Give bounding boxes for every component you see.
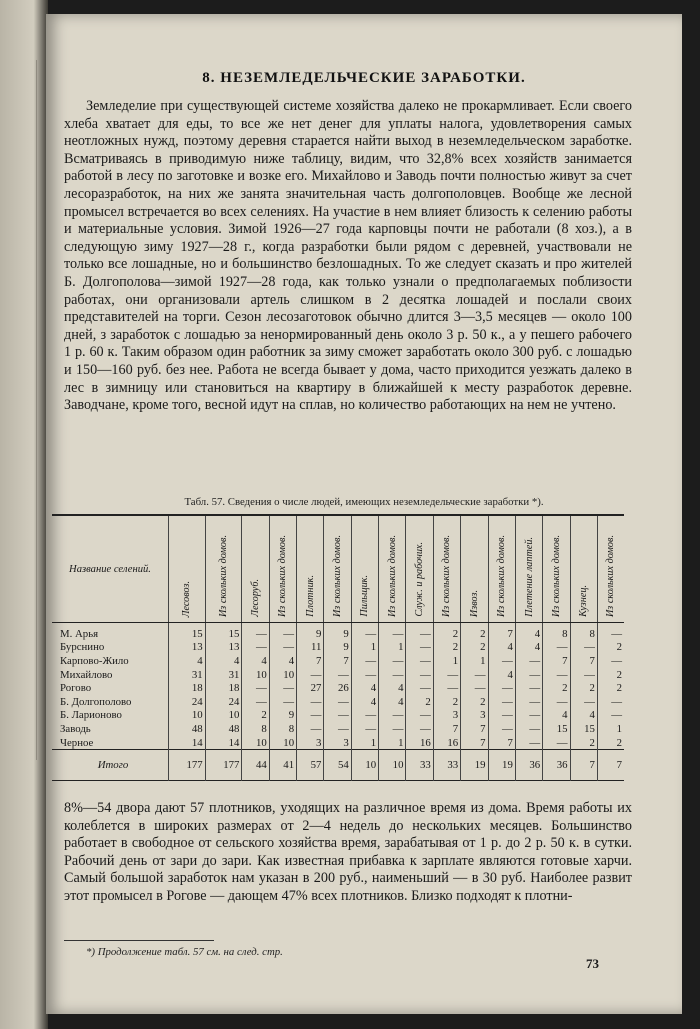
table-cell: 4 [570, 709, 597, 723]
table-cell: — [488, 695, 515, 709]
footnote-divider [64, 940, 214, 941]
table-cell: — [379, 709, 406, 723]
column-header: Из скольких домов. [597, 515, 624, 623]
table-cell: 11 [297, 641, 324, 655]
table-cell: — [324, 668, 351, 682]
table-cell: 2 [242, 709, 269, 723]
table-cell: — [242, 641, 269, 655]
table-cell: 4 [515, 623, 542, 641]
settlement-name: Б. Долгополово [52, 695, 169, 709]
settlement-name: Б. Ларионово [52, 709, 169, 723]
table-cell: 4 [269, 654, 296, 668]
table-cell: 7 [433, 722, 460, 736]
table-cell: 1 [433, 654, 460, 668]
column-header: Плотник. [297, 515, 324, 623]
table-row [52, 668, 624, 682]
table-cell: 10 [242, 736, 269, 750]
body-paragraph-1: Земледелие при существующей системе хозяйства далеко не прокармливает. Если своего хлеба хватает для еды, то все же нет денег для уплаты налога, удовлетворения самых неотложных нужд, поэтому деревня старается найти выход в неземледельческом заработке. Всматриваясь в приводимую ниже таблицу, видим, что 32,8% всех хозяйств занимается работой в лесу по заготовке и возке его. Михайлово и Заводь почти полностью живут за счет лесоразработок, на них же занята значительная часть долгополовцев. Вообще же лесной промысел встречается во всех селениях. На участие в нем влияет близость к селению работы и материальные условия. Зимой 1926—27 года карповцы почти не работали (8 хоз.), а в следующую зиму 1927—28 г., когда разработки были рядом с деревней, участвовали не только все лошадные, но и большинство безлошадных. То же следует сказать и про жителей Б. Долгополова—зимой 1927—28 года, как только узнали о предполагаемых поблизости работах, они организовали артель слишком в 2 десятка лошадей и послали своих представителей на торги. Сезон лесозаготовок обычно длится 3—3,5 месяцев — около 100 дней, з заработок с лошадью за ненормированный день около 3 р. 50 к., а у пешего рабочего 1 р. 60 к. Таким образом один работник за зиму сможет заработать около 300 руб. с лошадью и 150—160 руб. без нее. Работа не всегда бывает у дома, часто приходится уезжать далеко в лес в зимницу или становиться на квартиру в ближайшей к месту разработок деревне. Заводчане, кроме того, весной идут на сплав, но количество работающих на нем не учтено. [64, 98, 632, 414]
table-cell: 9 [324, 641, 351, 655]
table-cell: 4 [242, 654, 269, 668]
table-cell: 18 [169, 681, 206, 695]
table-cell: 1 [616, 722, 622, 735]
settlement-name: Михайлово [52, 668, 169, 682]
table-cell: 9 [324, 623, 351, 641]
table-cell: 4 [488, 668, 515, 682]
table-cell: — [406, 623, 433, 641]
column-header: Кузнец. [570, 515, 597, 623]
table-cell: — [461, 668, 488, 682]
table-cell: 1 [351, 641, 378, 655]
table-cell: — [379, 668, 406, 682]
table-cell: 2 [543, 681, 570, 695]
table-cell: 7 [570, 750, 597, 781]
table-cell: — [406, 654, 433, 668]
table-cell: 14 [169, 736, 206, 750]
table-cell: 2 [570, 736, 597, 750]
table-cell: 9 [297, 623, 324, 641]
table-cell: 48 [169, 722, 206, 736]
table-row [52, 641, 624, 655]
table-cell: — [406, 709, 433, 723]
table-cell: 16 [406, 736, 433, 750]
table-cell: 10 [269, 668, 296, 682]
table-body [52, 623, 624, 781]
table-cell: 2 [433, 641, 460, 655]
table-cell: 7 [324, 654, 351, 668]
table-cell: 1 [379, 641, 406, 655]
table-cell: 24 [169, 695, 206, 709]
table-cell: 31 [205, 668, 242, 682]
table-cell: — [379, 623, 406, 641]
table-cell: — [351, 722, 378, 736]
table-cell: — [351, 654, 378, 668]
table-cell: — [269, 623, 296, 641]
section-heading: 8. НЕЗЕМЛЕДЕЛЬЧЕСКИЕ ЗАРАБОТКИ. [202, 70, 526, 86]
column-header: Плетение лаптей. [515, 515, 542, 623]
table-cell: 8 [242, 722, 269, 736]
table-cell: — [515, 668, 542, 682]
table-row [52, 695, 624, 709]
settlement-name: Заводь [52, 722, 169, 736]
table-cell: 10 [351, 750, 378, 781]
table-cell: 2 [433, 623, 460, 641]
table-cell: — [351, 709, 378, 723]
table-cell: 10 [205, 709, 242, 723]
table-cell: 7 [461, 736, 488, 750]
table-cell: — [406, 722, 433, 736]
table-row [52, 623, 624, 641]
table-cell: 14 [205, 736, 242, 750]
footnote: *) Продолжение табл. 57 см. на след. стр. [86, 946, 283, 958]
table-cell: 1 [351, 736, 378, 750]
table-cell: 2 [406, 695, 433, 709]
table-cell: — [611, 695, 622, 708]
table-cell: — [324, 709, 351, 723]
table-cell: — [515, 722, 542, 736]
column-header: Из скольких домов. [379, 515, 406, 623]
table-cell: 24 [205, 695, 242, 709]
table-cell: — [297, 722, 324, 736]
table-cell: 7 [597, 750, 624, 781]
table-cell: 2 [433, 695, 460, 709]
table-row [52, 722, 624, 736]
table-cell: 3 [433, 709, 460, 723]
table-cell: 3 [297, 736, 324, 750]
total-label: Итого [52, 750, 169, 781]
table-cell: 2 [570, 681, 597, 695]
table-cell: 4 [351, 681, 378, 695]
table-cell: 7 [488, 623, 515, 641]
table-cell: — [269, 641, 296, 655]
table-cell: 177 [169, 750, 206, 781]
table-row [52, 681, 624, 695]
table-row [52, 654, 624, 668]
table-cell: 7 [461, 722, 488, 736]
table-cell: — [406, 681, 433, 695]
earnings-table [52, 514, 624, 781]
table-cell: 9 [269, 709, 296, 723]
table-cell: — [379, 722, 406, 736]
table-cell: 4 [169, 654, 206, 668]
table-cell: 16 [433, 736, 460, 750]
table-cell: — [269, 681, 296, 695]
table-cell: 7 [543, 654, 570, 668]
column-header-settlement: Название селений. [52, 515, 169, 623]
table-cell: — [351, 668, 378, 682]
book-page [46, 14, 682, 1014]
table-cell: 10 [242, 668, 269, 682]
table-cell: — [488, 709, 515, 723]
table-cell: — [515, 654, 542, 668]
table-cell: 15 [543, 722, 570, 736]
table-cell: 4 [515, 641, 542, 655]
table-cell: — [515, 736, 542, 750]
table-cell: — [515, 681, 542, 695]
table-cell: 2 [616, 641, 622, 654]
table-cell: 15 [570, 722, 597, 736]
page-number: 73 [586, 956, 599, 971]
table-cell: 31 [169, 668, 206, 682]
table-cell: — [543, 695, 570, 709]
table-cell: 36 [515, 750, 542, 781]
table-cell: 7 [570, 654, 597, 668]
table-cell: 4 [379, 681, 406, 695]
table-cell: 33 [406, 750, 433, 781]
adjacent-page-edge [0, 0, 48, 1029]
table-cell: 4 [379, 695, 406, 709]
table-cell: — [297, 709, 324, 723]
table-cell: 7 [488, 736, 515, 750]
table-cell: 4 [488, 641, 515, 655]
table-cell: 3 [324, 736, 351, 750]
table-cell: 54 [324, 750, 351, 781]
table-total-row [52, 750, 624, 781]
table-cell: — [433, 668, 460, 682]
table-cell: — [488, 654, 515, 668]
table-cell: 8 [543, 623, 570, 641]
table-cell: 1 [379, 736, 406, 750]
table-cell: — [570, 641, 597, 655]
table-cell: 18 [205, 681, 242, 695]
column-header: Из скольких домов. [269, 515, 296, 623]
table-cell: 33 [433, 750, 460, 781]
table-cell: — [611, 709, 622, 722]
table-cell: — [543, 736, 570, 750]
column-header: Из скольких домов. [433, 515, 460, 623]
table-header-row [52, 515, 624, 623]
table-cell: 8 [269, 722, 296, 736]
table-cell: 15 [205, 623, 242, 641]
table-cell: — [570, 668, 597, 682]
table-cell: 10 [269, 736, 296, 750]
table-cell: — [406, 668, 433, 682]
table-cell: — [488, 681, 515, 695]
table-cell: — [570, 695, 597, 709]
table-cell: 1 [461, 654, 488, 668]
table-cell: — [351, 623, 378, 641]
settlement-name: Карпово-Жило [52, 654, 169, 668]
table-cell: — [242, 681, 269, 695]
table-cell: 13 [205, 641, 242, 655]
table-cell: — [242, 695, 269, 709]
table-cell: — [515, 695, 542, 709]
table-cell: — [515, 709, 542, 723]
table-cell: 41 [269, 750, 296, 781]
column-header: Из скольких домов. [205, 515, 242, 623]
table-cell: 44 [242, 750, 269, 781]
table-cell: 10 [169, 709, 206, 723]
table-cell: — [324, 695, 351, 709]
table-cell: 57 [297, 750, 324, 781]
table-cell: — [488, 722, 515, 736]
column-header: Извоз. [461, 515, 488, 623]
column-header: Из скольких домов. [543, 515, 570, 623]
table-cell: 13 [169, 641, 206, 655]
table-cell: 19 [488, 750, 515, 781]
table-cell: — [611, 627, 622, 640]
table-caption: Табл. 57. Сведения о числе людей, имеющих неземледельческие заработки *). [184, 496, 544, 508]
table-cell: — [297, 695, 324, 709]
table-cell: — [461, 681, 488, 695]
table-cell: 10 [379, 750, 406, 781]
settlement-name: М. Арья [52, 623, 169, 641]
settlement-name: Черное [52, 736, 169, 750]
table-cell: — [611, 654, 622, 667]
body-paragraph-2: 8%—54 двора дают 57 плотников, уходящих на различное время из дома. Время работы их колеблется в широких размерах от 2—4 недель до нескольких месяцев. Большинство работает в свободное от сельского хозяйства время, зарабатывая от 1 р. до 2 р. 50 к. в сутки. Рабочий день от зари до зари. Как известная прибавка к зарплате являются готовые харчи. Самый большой заработок нам указан в 200 руб., наименьший — в 30 руб. Наиболее развит этот промысел в Рогове — дающем 47% всех плотников. Близко подходят к плотни- [64, 800, 632, 904]
table-row [52, 709, 624, 723]
table-cell: 2 [461, 641, 488, 655]
table-cell: 2 [461, 695, 488, 709]
column-header: Служ. и рабочих. [406, 515, 433, 623]
table-cell: 177 [205, 750, 242, 781]
table-cell: 2 [616, 682, 622, 695]
column-header: Из скольких домов. [488, 515, 515, 623]
table-cell: — [543, 668, 570, 682]
table-cell: 4 [543, 709, 570, 723]
table-row [52, 736, 624, 750]
table-cell: 2 [616, 736, 622, 749]
table-cell: — [406, 641, 433, 655]
table-cell: 3 [461, 709, 488, 723]
table-cell: 26 [324, 681, 351, 695]
table-cell: 48 [205, 722, 242, 736]
table-cell: — [543, 641, 570, 655]
column-header: Лесоруб. [242, 515, 269, 623]
table-cell: 19 [461, 750, 488, 781]
table-cell: — [379, 654, 406, 668]
table-cell: 4 [205, 654, 242, 668]
table-cell: — [433, 681, 460, 695]
table-cell: 2 [461, 623, 488, 641]
table-cell: — [269, 695, 296, 709]
settlement-name: Бурснино [52, 641, 169, 655]
table-cell: 36 [543, 750, 570, 781]
table-cell: 4 [351, 695, 378, 709]
table-cell: — [297, 668, 324, 682]
table-cell: 2 [616, 668, 622, 681]
column-header: Из скольких домов. [324, 515, 351, 623]
table-cell: — [242, 623, 269, 641]
column-header: Лесовоз. [169, 515, 206, 623]
table-cell: 15 [169, 623, 206, 641]
settlement-name: Рогово [52, 681, 169, 695]
table-cell: 8 [570, 623, 597, 641]
table-cell: — [324, 722, 351, 736]
table-cell: 7 [297, 654, 324, 668]
table-cell: 27 [297, 681, 324, 695]
column-header: Пильщик. [351, 515, 378, 623]
